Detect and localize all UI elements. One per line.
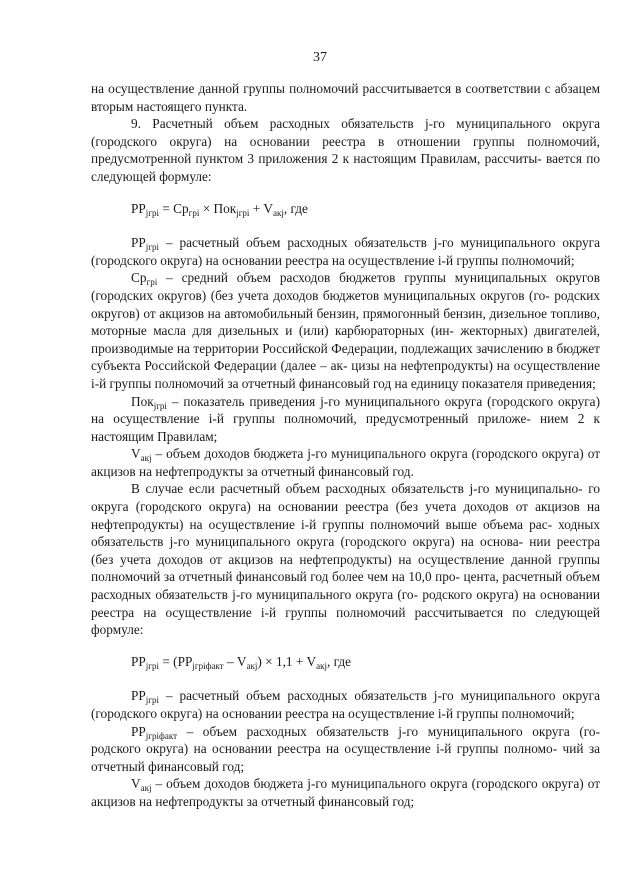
text-line: (городского округа) на основании реестра в отношении группы полномочий, [91, 133, 600, 149]
formula-2: $РР_{jгрi} = (РР_{jгрiфакт} - V_{акj}) \times 1,1 + V_{акj}$, где [131, 653, 352, 671]
text-line: на осуществление данной группы полномочий рассчитывается в соответствии [91, 81, 541, 96]
paragraph-item-9 [91, 115, 600, 185]
definition-sr: $Ср_{грi}$ – средний объем расходов бюджетов группы муниципальных округов (городских округов) (без учета доходов бюджетов муниципальных округов (го- родских округов) от акцизов на автомобильный бензин, прямогонный бензин, дизельное топливо, моторные масла для дизельных и (или) карбюраторных (ин- жекторных) двигателей, производимые на территории Российской Федерации, подлежащих зачислению в бюджет субъекта Российской Федерации (далее – ак- цизы на нефтепродукты) на осуществление i-й группы полномочий за отчетный финансовый год на единицу показателя приведения; [91, 270, 601, 391]
page-number: 37 [313, 50, 327, 65]
definition-v-2: $V_{акj}$ – объем доходов бюджета j-го муниципального округа (городского округа) от акцизов на нефтепродукты за отчетный финансовый год; [91, 776, 601, 809]
definition-pp-fact: $РР_{jгрiфакт}$ – объем расходных обязательств j-го муниципального округа (го- родского округа) на основании реестра на осуществление i-й группы полномо- чий за отчетный финансовый год; [91, 723, 601, 774]
definition-v: $V_{акj}$ – объем доходов бюджета j-го муниципального округа (городского округа) от акцизов на нефтепродукты за отчетный финансовый год. [91, 446, 601, 479]
definition-pp-2: $РР_{jгрi}$ – расчетный объем расходных обязательств j-го муниципального округа (городского округа) на основании реестра на осуществление i-й группы полномочий; [91, 688, 600, 721]
text-line: вается по следующей формуле: [91, 151, 600, 184]
formula-1: $РР_{jгрi} = Ср_{грi} \times Пок_{jгрi} + V_{акj}$, где [131, 200, 308, 218]
definition-pp: $РР_{jгрi}$ – расчетный объем расходных обязательств j-го муниципального округа (городского округа) на основании реестра на осуществление i-й группы полномочий; [91, 235, 600, 268]
text-line: предусмотренной пунктом 3 приложения 2 к настоящим Правилам, рассчиты- [91, 151, 542, 167]
text-line: с абзацем вторым настоящего пункта. [91, 81, 601, 114]
paragraph-condition: В случае если расчетный объем расходных обязательств j-го муниципально- го округа (городского округа) на основании реестра (без учета доходов от акцизов на нефтепродукты) на осуществление i-й группы полномочий выше объема рас- ходных обязательств j-го муниципального округа (городского округа) на основа- нии реестра (без учета доходов от акцизов на нефтепродукты) на осуществление данной группы полномочий за отчетный финансовый год более чем на 10,0 про- цента, расчетный объем расходных обязательств j-го муниципального округа (го- родского округа) на основании реестра на осуществление i-й группы полномочий рассчитывается по следующей формуле: [91, 481, 600, 638]
text-line: 9. Расчетный объем расходных обязательств j-го муниципального округа [131, 116, 600, 132]
page-body [91, 80, 600, 811]
paragraph-continuation [91, 80, 600, 115]
definition-pok: Пок$_{jгрi}$ – показатель приведения j-го муниципального округа (городского округа) на осуществление i-й группы полномочий, предусмотренный приложе- нием 2 к настоящим Правилам; [91, 393, 600, 444]
